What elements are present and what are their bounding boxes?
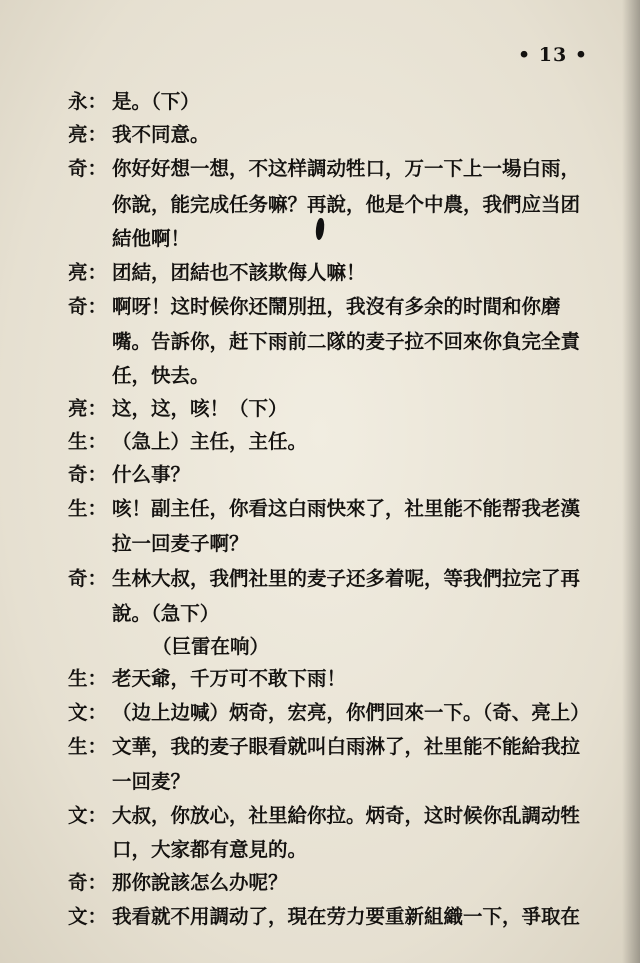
dialogue-line (68, 866, 288, 900)
line-text: 大叔，你放心，社里給你拉。炳奇，这时候你乱調动牲 (112, 804, 581, 827)
speaker-label: 亮： (68, 261, 108, 284)
dialogue-line (68, 392, 288, 426)
speaker-label: 奇： (68, 157, 108, 180)
speaker-label: 奇： (68, 295, 108, 318)
line-text: （急上）主任，主任。 (112, 430, 308, 453)
dialogue-line (68, 85, 200, 119)
line-text: 文華，我的麦子眼看就叫白雨淋了，社里能不能給我拉 (112, 735, 581, 758)
speaker-label: 奇： (68, 463, 108, 486)
continuation-line: 口，大家都有意見的。 (112, 838, 308, 861)
dialogue-line (68, 696, 590, 730)
dialogue-line (68, 152, 580, 186)
speaker-label: 文： (68, 701, 108, 724)
speaker-label: 文： (68, 905, 108, 928)
line-text: 这，这，咳！（下） (112, 397, 288, 420)
continuation-line: 拉一回麦子啊？ (112, 532, 249, 555)
speaker-label: 亮： (68, 123, 108, 146)
dialogue-line (68, 290, 561, 324)
speaker-label: 奇： (68, 567, 108, 590)
speaker-label: 奇： (68, 871, 108, 894)
stage-direction: （巨雷在响） (152, 635, 270, 658)
dialogue-line (68, 118, 210, 152)
line-text: 生林大叔，我們社里的麦子还多着呢，等我們拉完了再 (112, 567, 581, 590)
dialogue-line (68, 425, 307, 459)
dialogue-line (68, 458, 190, 492)
speaker-label: 文： (68, 804, 108, 827)
continuation-line: 一回麦？ (112, 770, 191, 793)
continuation-line: 結他啊！ (112, 227, 191, 250)
dialogue-line (68, 730, 580, 764)
continuation-line: 嘴。告訴你，赶下雨前二隊的麦子拉不回來你負完全責 (112, 330, 581, 353)
continuation-line: 任，快去。 (112, 364, 210, 387)
line-text: 老天爺，千万可不敢下雨！ (112, 667, 347, 690)
line-text: 我看就不用調动了，現在劳力要重新組織一下，爭取在 (112, 905, 581, 928)
dialogue-line (68, 256, 366, 290)
speaker-label: 生： (68, 497, 108, 520)
speaker-label: 生： (68, 667, 108, 690)
line-text: （边上边喊）炳奇，宏亮，你們回來一下。（奇、亮上） (112, 701, 590, 724)
line-text: 什么事？ (112, 463, 191, 486)
line-text: 啊呀！这时候你还鬧別扭，我沒有多余的时間和你磨 (112, 295, 561, 318)
dialogue-line (68, 900, 580, 934)
continuation-line: 說。（急下） (112, 602, 220, 625)
dialogue-line (68, 799, 580, 833)
dialogue-line (68, 492, 580, 526)
line-text: 你好好想一想，不这样調动牲口，万一下上一場白雨， (112, 157, 581, 180)
speaker-label: 永： (68, 90, 108, 113)
page-edge-shadow (622, 0, 640, 963)
line-text: 团結，团結也不該欺侮人嘛！ (112, 261, 366, 284)
speaker-label: 生： (68, 735, 108, 758)
line-text: 我不同意。 (112, 123, 210, 146)
page-number: • 13 • (518, 44, 588, 66)
line-text: 是。（下） (112, 90, 200, 113)
dialogue-line (68, 662, 346, 696)
continuation-line: 你說，能完成任务嘛？再說，他是个中農，我們应当团 (112, 193, 581, 216)
ink-blot-mark (315, 218, 325, 241)
dialogue-line (68, 562, 580, 596)
line-text: 咳！副主任，你看这白雨快來了，社里能不能帮我老漢 (112, 497, 581, 520)
speaker-label: 亮： (68, 397, 108, 420)
line-text: 那你說該怎么办呢？ (112, 871, 288, 894)
speaker-label: 生： (68, 430, 108, 453)
